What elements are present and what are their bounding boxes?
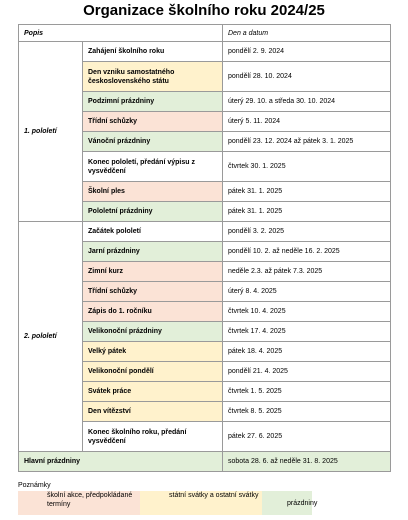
page-title: Organizace školního roku 2024/25: [83, 2, 325, 19]
group-label-semester-2: 2. pololetí: [19, 222, 83, 452]
table-row: [19, 222, 391, 242]
date-cell: čtvrtek 10. 4. 2025: [223, 302, 391, 322]
event-cell: Velikonoční pondělí: [83, 362, 223, 382]
event-cell: Den vítězství: [83, 402, 223, 422]
date-cell: pátek 18. 4. 2025: [223, 342, 391, 362]
event-cell: Zimní kurz: [83, 262, 223, 282]
event-cell: Začátek pololetí: [83, 222, 223, 242]
date-cell: pondělí 3. 2. 2025: [223, 222, 391, 242]
event-cell: Podzimní prázdniny: [83, 92, 223, 112]
event-cell: Pololetní prázdniny: [83, 202, 223, 222]
event-cell: Svátek práce: [83, 382, 223, 402]
event-cell: Velikonoční prázdniny: [83, 322, 223, 342]
date-cell: pondělí 10. 2. až neděle 16. 2. 2025: [223, 242, 391, 262]
date-cell: pátek 27. 6. 2025: [223, 422, 391, 452]
date-cell: čtvrtek 1. 5. 2025: [223, 382, 391, 402]
date-cell: úterý 8. 4. 2025: [223, 282, 391, 302]
event-cell: Školní ples: [83, 182, 223, 202]
date-cell: neděle 2.3. až pátek 7.3. 2025: [223, 262, 391, 282]
event-cell: Konec školního roku, předání vysvědčení: [83, 422, 223, 452]
legend-text-school-events: školní akce, předpokládané termíny: [47, 492, 133, 508]
date-cell: pátek 31. 1. 2025: [223, 202, 391, 222]
header-description: Popis: [19, 25, 223, 42]
schedule-table: [18, 24, 391, 472]
event-cell: Velký pátek: [83, 342, 223, 362]
event-cell: Den vzniku samostatného československého státu: [83, 62, 223, 92]
summer-holiday-label: Hlavní prázdniny: [19, 452, 223, 472]
notes-label: Poznámky: [18, 482, 51, 489]
summer-holiday-date: sobota 28. 6. až neděle 31. 8. 2025: [223, 452, 391, 472]
table-header-row: [19, 25, 391, 42]
event-cell: Konec pololetí, předání výpisu z vysvědčení: [83, 152, 223, 182]
event-cell: Vánoční prázdniny: [83, 132, 223, 152]
event-cell: Třídní schůzky: [83, 112, 223, 132]
header-date: Den a datum: [223, 25, 391, 42]
date-cell: čtvrtek 8. 5. 2025: [223, 402, 391, 422]
date-cell: čtvrtek 30. 1. 2025: [223, 152, 391, 182]
date-cell: úterý 5. 11. 2024: [223, 112, 391, 132]
event-cell: Jarní prázdniny: [83, 242, 223, 262]
event-cell: Třídní schůzky: [83, 282, 223, 302]
date-cell: pondělí 21. 4. 2025: [223, 362, 391, 382]
date-cell: pátek 31. 1. 2025: [223, 182, 391, 202]
event-cell: Zápis do 1. ročníku: [83, 302, 223, 322]
date-cell: pondělí 2. 9. 2024: [223, 42, 391, 62]
table-row: [19, 42, 391, 62]
date-cell: čtvrtek 17. 4. 2025: [223, 322, 391, 342]
event-cell: Zahájení školního roku: [83, 42, 223, 62]
legend-text-holidays: prázdniny: [287, 500, 318, 507]
legend-text-public-holidays: státní svátky a ostatní svátky: [169, 492, 259, 499]
date-cell: pondělí 28. 10. 2024: [223, 62, 391, 92]
date-cell: pondělí 23. 12. 2024 až pátek 3. 1. 2025: [223, 132, 391, 152]
table-row-summer: [19, 452, 391, 472]
group-label-semester-1: 1. pololetí: [19, 42, 83, 222]
date-cell: úterý 29. 10. a středa 30. 10. 2024: [223, 92, 391, 112]
